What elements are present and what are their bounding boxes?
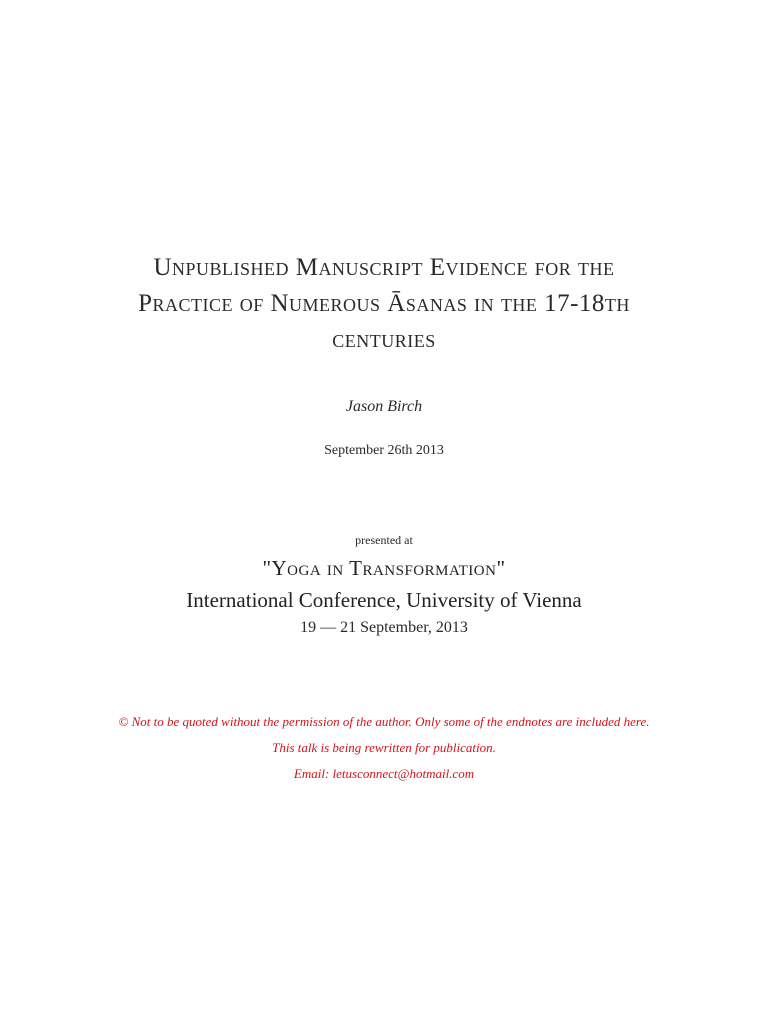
title-line-2: Practice of Numerous Āsanas in the 17-18th [138,290,630,317]
document-title [84,250,684,358]
conference-name: "Yoga in Transformation" [262,556,506,580]
conference-dates: 19 — 21 September, 2013 [300,619,468,636]
title-line-1: Unpublished Manuscript Evidence for the [153,254,615,281]
document-date: September 26th 2013 [324,443,444,458]
author-name: Jason Birch [345,398,423,415]
rewrite-notice: This talk is being rewritten for publication. [272,740,496,755]
title-line-3: centuries [332,326,436,353]
copyright-notice: © Not to be quoted without the permission of the author. Only some of the endnotes are included here. [118,714,650,729]
conference-venue: International Conference, University of Vienna [186,588,582,612]
presented-at-label: presented at [355,533,413,547]
contact-email[interactable]: Email: letusconnect@hotmail.com [293,766,475,781]
